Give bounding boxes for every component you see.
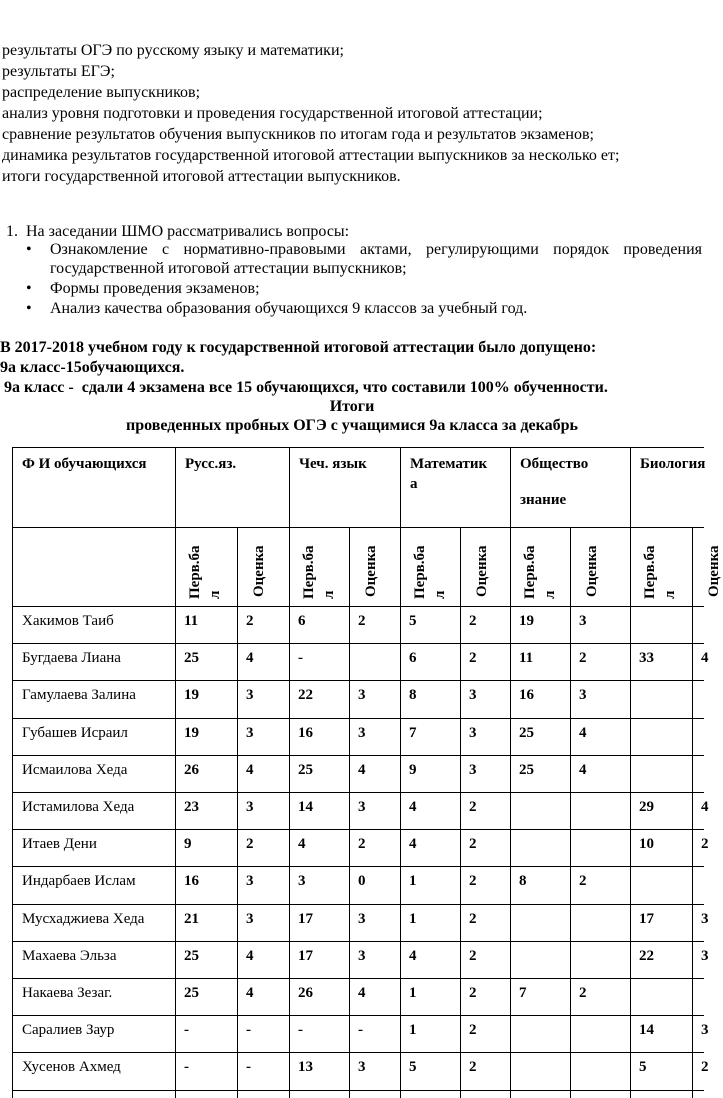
table-cell: 4 — [246, 762, 254, 778]
table-cell: 10 — [639, 836, 654, 852]
table-cell: 2 — [579, 985, 587, 1001]
table-row-border — [12, 866, 704, 867]
bullet-text: Анализ качества образования обучающихся 9 классов за учебный год. — [50, 300, 528, 317]
student-name: Накаева Зезаг. — [22, 985, 113, 1001]
student-name: Мусхаджиева Хеда — [22, 911, 145, 927]
table-cell: - — [298, 650, 303, 666]
table-column-border — [692, 527, 693, 1098]
table-cell: 6 — [409, 650, 417, 666]
bullet-text: Формы проведения экзаменов; — [50, 280, 260, 297]
subheader-grade: Оценка — [584, 545, 600, 597]
student-name: Итаев Дени — [22, 836, 97, 852]
table-cell: 3 — [469, 687, 477, 703]
table-row-border — [12, 755, 704, 756]
table-column-border — [237, 527, 238, 1098]
table-cell: 3 — [358, 911, 366, 927]
student-name: Гамулаева Залина — [22, 687, 136, 703]
table-row-border — [12, 527, 704, 528]
table-cell: 3 — [246, 873, 254, 889]
table-cell: 3 — [469, 725, 477, 741]
table-cell: 4 — [701, 799, 709, 815]
table-cell: 7 — [409, 725, 417, 741]
table-column-border — [630, 447, 631, 1098]
table-cell: 3 — [579, 613, 587, 629]
table-cell: 9 — [409, 762, 417, 778]
table-title: Итоги — [329, 398, 375, 415]
bullet-symbol: • — [26, 300, 32, 317]
table-row-border — [12, 978, 704, 979]
table-cell: 25 — [298, 762, 313, 778]
table-column-border — [289, 447, 290, 1098]
table-cell: 22 — [639, 948, 654, 964]
table-row-border — [12, 680, 704, 681]
summary-line: 9а класс-15обучающихся. — [0, 359, 185, 376]
student-name: Бугдаева Лиана — [22, 650, 121, 666]
table-cell: 3 — [246, 725, 254, 741]
table-cell: 2 — [469, 650, 477, 666]
table-cell: 4 — [409, 948, 417, 964]
table-cell: 0 — [358, 873, 366, 889]
table-cell: 6 — [298, 613, 306, 629]
intro-line: сравнение результатов обучения выпускников по итогам года и результатов экзаменов; — [2, 126, 594, 143]
table-cell: 2 — [358, 836, 366, 852]
table-cell: 4 — [701, 650, 709, 666]
table-cell: 2 — [469, 1059, 477, 1075]
table-column-border — [460, 527, 461, 1098]
table-row-border — [12, 718, 704, 719]
table-cell: 4 — [358, 985, 366, 1001]
subheader-points: Перв.ба — [187, 545, 203, 599]
table-row-border — [12, 1090, 704, 1091]
table-cell: 3 — [298, 873, 306, 889]
table-cell: 17 — [639, 911, 654, 927]
results-table — [0, 447, 722, 1098]
intro-line: динамика результатов государственной итоговой аттестации выпускников за несколько ет; — [2, 147, 620, 164]
table-column-border — [12, 447, 13, 1098]
table-cell: 5 — [409, 613, 417, 629]
subheader-grade: Оценка — [474, 545, 490, 597]
column-header-subject: Общество — [520, 456, 589, 472]
student-name: Хакимов Таиб — [22, 613, 114, 629]
table-column-border — [570, 527, 571, 1098]
student-name: Истамилова Хеда — [22, 799, 135, 815]
table-cell: 2 — [579, 650, 587, 666]
bullet-symbol: • — [26, 241, 32, 258]
table-cell: 25 — [519, 762, 534, 778]
table-cell: 2 — [701, 836, 709, 852]
table-cell: 7 — [519, 985, 527, 1001]
table-cell: 5 — [409, 1059, 417, 1075]
table-cell: 2 — [579, 873, 587, 889]
subheader-points-continued: л — [432, 590, 448, 599]
table-row-border — [12, 643, 704, 644]
table-cell: 13 — [298, 1059, 313, 1075]
subheader-points-continued: л — [662, 590, 678, 599]
table-row-border — [12, 829, 704, 830]
table-cell: 25 — [184, 985, 199, 1001]
table-cell: 4 — [579, 725, 587, 741]
table-cell: - — [184, 1022, 189, 1038]
subheader-points: Перв.ба — [522, 545, 538, 599]
student-name: Индарбаев Ислам — [22, 873, 136, 889]
table-cell: 4 — [246, 948, 254, 964]
table-cell: 3 — [246, 911, 254, 927]
table-row-border — [12, 1052, 704, 1053]
table-cell: 2 — [469, 613, 477, 629]
subheader-points: Перв.ба — [412, 545, 428, 599]
table-cell: 14 — [639, 1022, 654, 1038]
subheader-grade: Оценка — [706, 545, 722, 597]
table-cell: 19 — [184, 725, 199, 741]
table-cell: 16 — [298, 725, 313, 741]
numbered-item-number: 1. — [6, 223, 18, 240]
table-cell: 2 — [246, 836, 254, 852]
table-cell: - — [298, 1022, 303, 1038]
table-cell: 1 — [409, 873, 417, 889]
table-cell: 4 — [246, 985, 254, 1001]
table-cell: 2 — [469, 1022, 477, 1038]
table-row-border — [12, 904, 704, 905]
table-cell: 3 — [701, 948, 709, 964]
table-row-border — [12, 941, 704, 942]
table-cell: - — [358, 1022, 363, 1038]
table-cell: - — [246, 1022, 251, 1038]
table-cell: 19 — [519, 613, 534, 629]
subheader-grade: Оценка — [363, 545, 379, 597]
column-header-subject-continued: а — [410, 476, 418, 492]
table-cell: 2 — [469, 836, 477, 852]
table-cell: 4 — [409, 799, 417, 815]
table-cell: 17 — [298, 948, 313, 964]
summary-line: 9а класс - сдали 4 экзамена все 15 обучающихся, что составили 100% обученности. — [0, 379, 608, 396]
table-cell: 4 — [246, 650, 254, 666]
table-cell: 4 — [409, 836, 417, 852]
subheader-points: Перв.ба — [301, 545, 317, 599]
table-cell: 3 — [358, 725, 366, 741]
subheader-points-continued: л — [207, 590, 223, 599]
subheader-points-continued: л — [542, 590, 558, 599]
table-cell: 21 — [184, 911, 199, 927]
table-cell: 23 — [184, 799, 199, 815]
table-cell: 25 — [184, 948, 199, 964]
table-column-border — [510, 447, 511, 1098]
column-header-subject-continued: знание — [520, 492, 567, 508]
table-cell: - — [246, 1059, 251, 1075]
bullet-symbol: • — [26, 280, 32, 297]
table-cell: 3 — [358, 687, 366, 703]
subheader-points: Перв.ба — [642, 545, 658, 599]
table-cell: 1 — [409, 985, 417, 1001]
table-cell: 3 — [246, 687, 254, 703]
table-cell: 4 — [579, 762, 587, 778]
table-cell: 3 — [579, 687, 587, 703]
table-column-border — [175, 447, 176, 1098]
table-row-border — [12, 1015, 704, 1016]
summary-line: В 2017-2018 учебном году к государственной итоговой аттестации было допущено: — [0, 339, 597, 356]
student-name: Хусенов Ахмед — [22, 1059, 121, 1075]
table-cell: 9 — [184, 836, 192, 852]
table-cell: 2 — [469, 799, 477, 815]
table-cell: 19 — [184, 687, 199, 703]
table-cell: 4 — [298, 836, 306, 852]
table-cell: 22 — [298, 687, 313, 703]
table-cell: 1 — [409, 911, 417, 927]
numbered-item-text: На заседании ШМО рассматривались вопросы: — [26, 223, 350, 240]
table-cell: 8 — [519, 873, 527, 889]
bullet-text: Ознакомление с нормативно-правовыми актами, регулирующими порядок проведения — [50, 241, 702, 258]
table-cell: 14 — [298, 799, 313, 815]
table-cell: 3 — [246, 799, 254, 815]
table-cell: 26 — [184, 762, 199, 778]
table-cell: 25 — [519, 725, 534, 741]
column-header-subject: Русс.яз. — [185, 456, 237, 472]
table-cell: 3 — [701, 1022, 709, 1038]
table-cell: 2 — [469, 948, 477, 964]
table-cell: 2 — [246, 613, 254, 629]
table-cell: 2 — [469, 873, 477, 889]
table-row-border — [12, 606, 704, 607]
table-cell: 16 — [184, 873, 199, 889]
table-column-border — [349, 527, 350, 1098]
bullet-text-continued: государственной итоговой аттестации выпускников; — [50, 260, 407, 277]
table-cell: 1 — [409, 1022, 417, 1038]
table-cell: 2 — [701, 1059, 709, 1075]
table-cell: 17 — [298, 911, 313, 927]
table-cell: 3 — [701, 911, 709, 927]
column-header-subject: Математик — [410, 456, 488, 472]
student-name: Махаева Эльза — [22, 948, 117, 964]
table-cell: 29 — [639, 799, 654, 815]
subheader-grade: Оценка — [251, 545, 267, 597]
intro-line: результаты ОГЭ по русскому языку и математики; — [2, 42, 344, 59]
table-cell: 11 — [519, 650, 534, 666]
student-name: Губашев Исраил — [22, 725, 128, 741]
column-header-subject: Биология — [640, 456, 706, 472]
intro-line: итоги государственной итоговой аттестации выпускников. — [2, 168, 401, 185]
intro-line: распределение выпускников; — [2, 84, 201, 101]
table-cell: - — [184, 1059, 189, 1075]
table-row-border — [12, 447, 704, 448]
table-cell: 3 — [358, 1059, 366, 1075]
numbered-item — [6, 222, 349, 242]
table-cell: 4 — [358, 762, 366, 778]
table-cell: 26 — [298, 985, 313, 1001]
student-name: Исмаилова Хеда — [22, 762, 128, 778]
subheader-points-continued: л — [321, 590, 337, 599]
table-cell: 2 — [358, 613, 366, 629]
table-subtitle: проведенных пробных ОГЭ с учащимися 9а класса за декабрь — [126, 417, 578, 434]
table-cell: 2 — [469, 911, 477, 927]
table-cell: 3 — [358, 799, 366, 815]
intro-line: результаты ЕГЭ; — [2, 63, 115, 80]
table-cell: 16 — [519, 687, 534, 703]
table-column-border — [400, 447, 401, 1098]
table-cell: 2 — [469, 985, 477, 1001]
column-header-name: Ф И обучающихся — [22, 456, 147, 472]
student-name: Саралиев Заур — [22, 1022, 115, 1038]
table-cell: 3 — [358, 948, 366, 964]
table-cell: 11 — [184, 613, 199, 629]
table-cell: 33 — [639, 650, 654, 666]
table-row-border — [12, 792, 704, 793]
table-cell: 5 — [639, 1059, 647, 1075]
intro-line: анализ уровня подготовки и проведения государственной итоговой аттестации; — [2, 105, 543, 122]
column-header-subject: Чеч. язык — [299, 456, 367, 472]
table-cell: 8 — [409, 687, 417, 703]
table-cell: 3 — [469, 762, 477, 778]
table-cell: 25 — [184, 650, 199, 666]
